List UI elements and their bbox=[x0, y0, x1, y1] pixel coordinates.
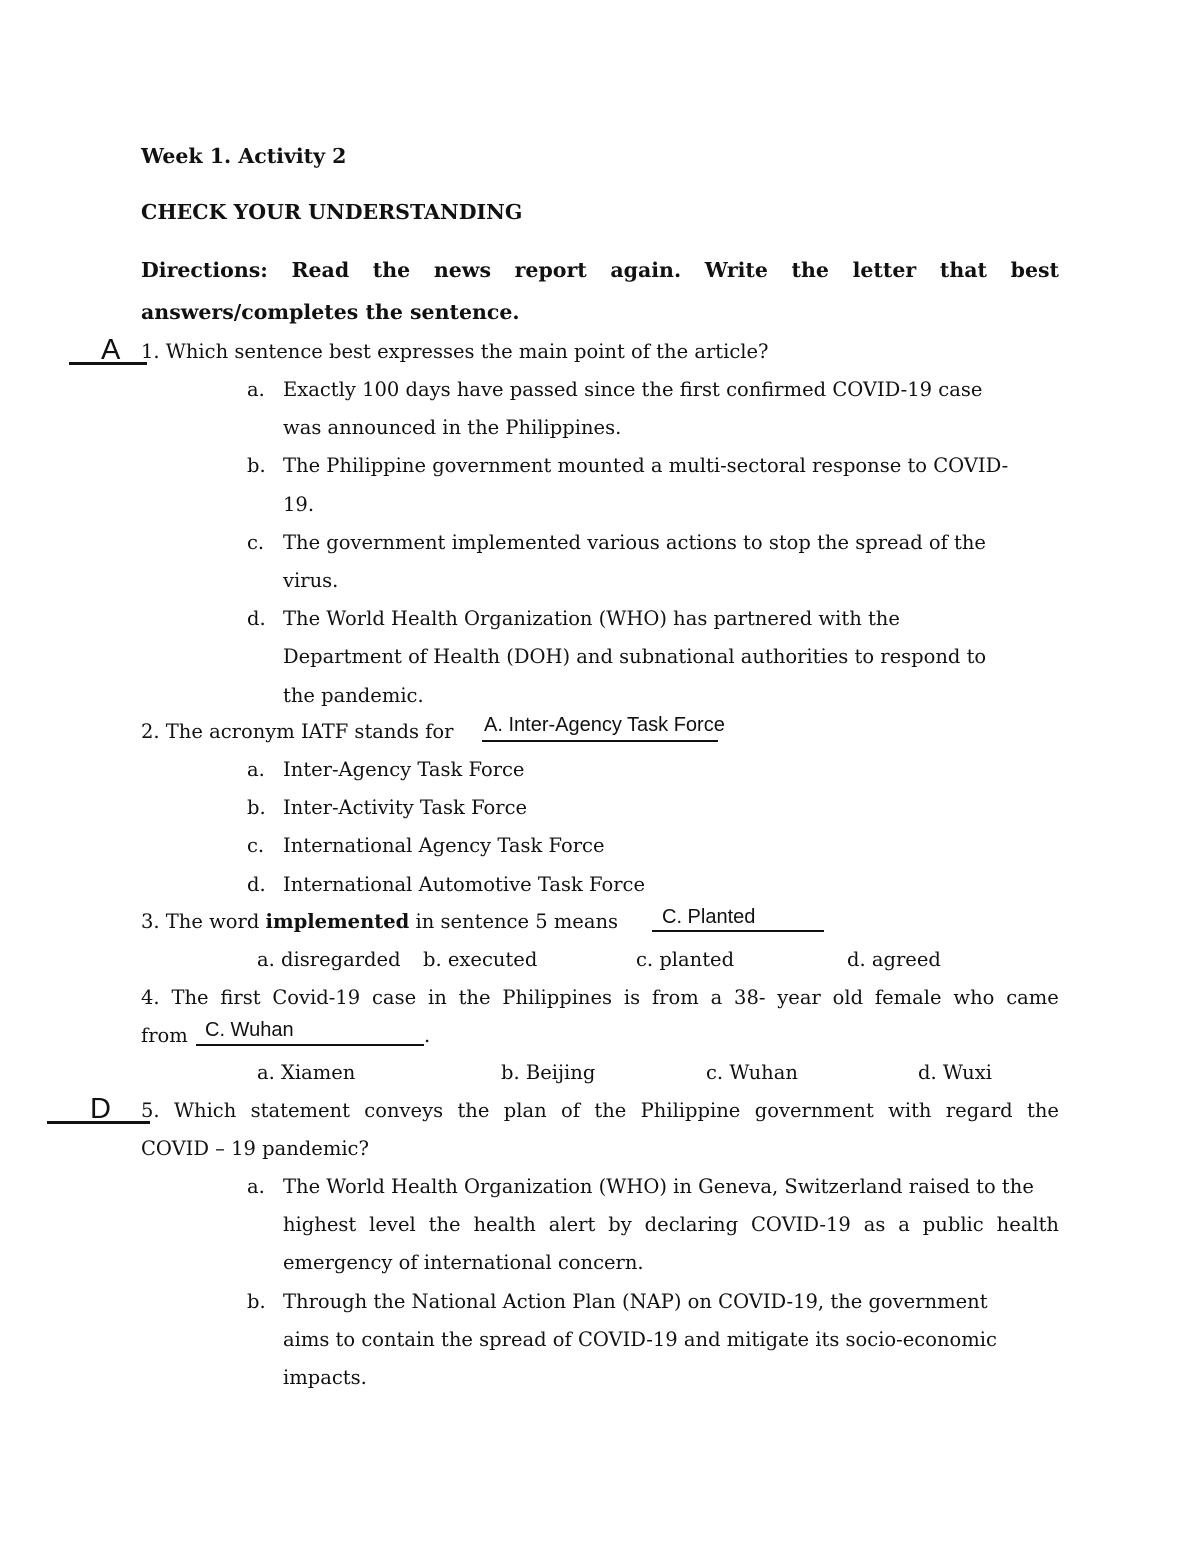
directions-word: again. bbox=[610, 258, 682, 282]
q1-option-text: the pandemic. bbox=[283, 683, 424, 707]
q3-option-a: a. disregarded bbox=[257, 948, 401, 971]
q1-option-text: 19. bbox=[283, 492, 315, 516]
q5-stem-word: with bbox=[888, 1099, 932, 1122]
q5-stem-word: Which bbox=[173, 1099, 237, 1122]
q2-option-letter: b. bbox=[247, 796, 266, 820]
q4-stem-word: the bbox=[458, 986, 491, 1009]
q5-option-letter: b. bbox=[247, 1289, 266, 1313]
q4-stem-word: in bbox=[427, 986, 447, 1009]
q4-stem-word: first bbox=[220, 986, 261, 1009]
q4-stem-word: came bbox=[1006, 986, 1059, 1009]
directions-word: the bbox=[791, 258, 829, 282]
directions-word: the bbox=[372, 258, 411, 282]
q5-stem-word: the bbox=[1027, 1099, 1059, 1122]
q1-option-letter: a. bbox=[247, 378, 265, 401]
directions-word: Write bbox=[704, 258, 768, 282]
directions-line-1 bbox=[141, 258, 1059, 282]
q5-option-text: aims to contain the spread of COVID-19 and mitigate its socio-economic bbox=[283, 1327, 997, 1351]
q4-stem-word: is bbox=[623, 986, 641, 1009]
q4-answer-blank bbox=[196, 1044, 424, 1046]
q4-option-c: c. Wuhan bbox=[706, 1061, 798, 1084]
q1-option-text: virus. bbox=[283, 569, 339, 592]
q2-option-text: International Agency Task Force bbox=[283, 834, 605, 858]
directions-word: Directions: bbox=[141, 258, 268, 282]
q2-option-text: Inter-Activity Task Force bbox=[283, 796, 528, 820]
q3-stem bbox=[141, 910, 618, 934]
q5-option-text: highest level the health alert by declaring COVID-19 as a public health bbox=[283, 1213, 1059, 1237]
section-title: CHECK YOUR UNDERSTANDING bbox=[141, 200, 523, 224]
q5-stem-word: 5. bbox=[141, 1099, 160, 1122]
q1-option-letter: d. bbox=[247, 607, 266, 631]
q2-option-letter: d. bbox=[247, 872, 266, 896]
q5-stem-word: the bbox=[594, 1099, 627, 1122]
q1-option-text: Department of Health (DOH) and subnational authorities to respond to bbox=[283, 645, 987, 669]
q5-stem-word: Philippine bbox=[640, 1099, 741, 1122]
q5-stem-line-1 bbox=[141, 1099, 1059, 1123]
directions-word: best bbox=[1010, 258, 1059, 282]
q4-stem-word: Covid-19 bbox=[272, 986, 361, 1009]
q4-stem-word: who bbox=[953, 986, 995, 1009]
q4-stem-word: old bbox=[832, 986, 864, 1009]
q4-stem-word: The bbox=[171, 986, 209, 1009]
q4-stem-word: year bbox=[777, 986, 821, 1009]
q1-stem: 1. Which sentence best expresses the main point of the article? bbox=[141, 340, 769, 363]
q1-option-text: The government implemented various actions to stop the spread of the bbox=[283, 530, 986, 554]
q5-handwritten-answer: D bbox=[90, 1093, 111, 1125]
q1-option-letter: b. bbox=[247, 454, 266, 478]
directions-word: Read bbox=[291, 258, 350, 282]
q5-stem-line-2: COVID – 19 pandemic? bbox=[141, 1137, 369, 1160]
q4-option-a: a. Xiamen bbox=[257, 1061, 356, 1084]
q5-stem-word: conveys bbox=[364, 1099, 444, 1122]
q1-option-letter: c. bbox=[247, 530, 265, 554]
q4-stem-word: from bbox=[651, 986, 699, 1009]
q3-option-c: c. planted bbox=[636, 948, 735, 971]
directions-line-2: answers/completes the sentence. bbox=[141, 300, 520, 324]
q5-option-letter: a. bbox=[247, 1175, 265, 1198]
q4-stem-line-2-pre: from bbox=[141, 1024, 188, 1047]
q5-stem-word: of bbox=[561, 1099, 580, 1122]
q5-option-text: The World Health Organization (WHO) in Geneva, Switzerland raised to the bbox=[283, 1175, 1034, 1198]
q1-handwritten-answer: A bbox=[101, 334, 121, 366]
q2-option-text: International Automotive Task Force bbox=[283, 872, 645, 896]
q1-option-text: The World Health Organization (WHO) has partnered with the bbox=[283, 607, 900, 631]
week-title: Week 1. Activity 2 bbox=[141, 144, 347, 168]
directions-word: letter bbox=[852, 258, 917, 282]
q3-typed-answer: C. Planted bbox=[662, 906, 756, 928]
q5-stem-word: statement bbox=[250, 1099, 350, 1122]
q1-option-text: Exactly 100 days have passed since the first confirmed COVID-19 case bbox=[283, 378, 983, 401]
q3-option-b: b. executed bbox=[423, 948, 538, 971]
q4-stem-line-2-post: . bbox=[424, 1024, 431, 1047]
q4-option-d: d. Wuxi bbox=[918, 1061, 992, 1084]
q2-typed-answer: A. Inter-Agency Task Force bbox=[484, 714, 725, 736]
q1-option-text: was announced in the Philippines. bbox=[283, 416, 622, 440]
q5-option-text: impacts. bbox=[283, 1366, 367, 1389]
q4-stem-word: 4. bbox=[141, 986, 160, 1009]
q1-option-text: The Philippine government mounted a multi-sectoral response to COVID- bbox=[283, 454, 1009, 478]
q3-answer-blank bbox=[652, 930, 824, 932]
q4-stem-word: Philippines bbox=[502, 986, 613, 1009]
q5-option-text: emergency of international concern. bbox=[283, 1251, 644, 1275]
q4-stem-word: female bbox=[874, 986, 942, 1009]
q5-stem-word: government bbox=[754, 1099, 874, 1122]
q4-stem-word: 38- bbox=[734, 986, 766, 1009]
q5-stem-word: regard bbox=[945, 1099, 1013, 1122]
q3-option-d: d. agreed bbox=[847, 948, 941, 971]
q4-option-b: b. Beijing bbox=[501, 1061, 596, 1084]
q4-typed-answer: C. Wuhan bbox=[205, 1019, 294, 1041]
directions-word: news bbox=[433, 258, 491, 282]
q5-stem-word: plan bbox=[503, 1099, 547, 1122]
q3-stem-post: in sentence 5 means bbox=[415, 910, 619, 933]
q3-stem-pre: 3. The word bbox=[141, 910, 260, 933]
q4-stem-line-1 bbox=[141, 986, 1059, 1010]
q3-stem-keyword: implemented bbox=[265, 910, 410, 933]
q4-stem-word: a bbox=[710, 986, 723, 1009]
directions-word: that bbox=[939, 258, 987, 282]
q4-stem-word: case bbox=[372, 986, 417, 1009]
q2-answer-blank bbox=[482, 740, 718, 742]
q2-option-letter: a. bbox=[247, 758, 265, 781]
q5-option-text: Through the National Action Plan (NAP) on COVID-19, the government bbox=[283, 1289, 988, 1313]
q2-option-letter: c. bbox=[247, 834, 265, 858]
q2-stem: 2. The acronym IATF stands for bbox=[141, 720, 454, 743]
q2-option-text: Inter-Agency Task Force bbox=[283, 758, 525, 781]
q5-stem-word: the bbox=[457, 1099, 490, 1122]
directions-word: report bbox=[514, 258, 587, 282]
